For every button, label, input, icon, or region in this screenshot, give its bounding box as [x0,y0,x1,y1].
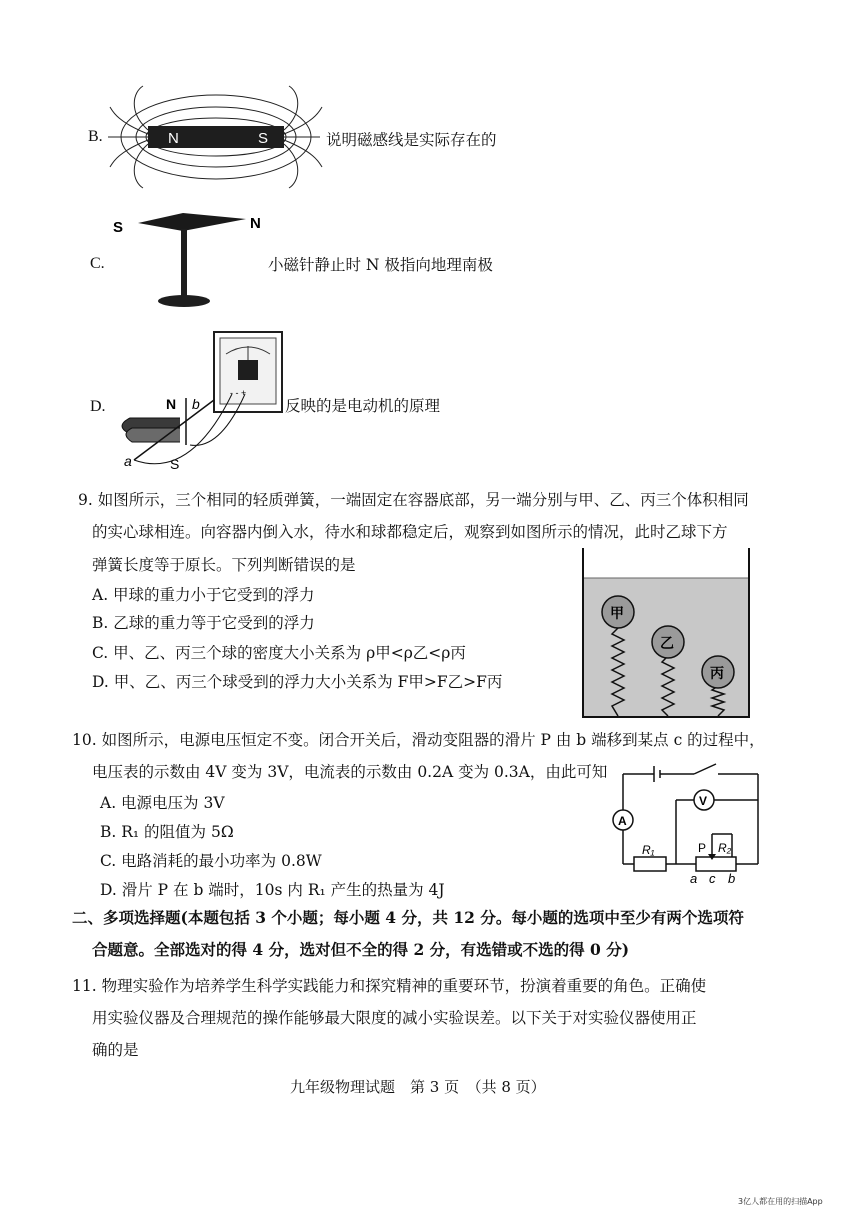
r2-label: R₂ [718,841,732,855]
q10-option-d: D. 滑片 P 在 b 端时，10s 内 R₁ 产生的热量为 4J [100,881,445,899]
option-c-letter: C. [90,255,105,272]
circuit-figure [606,760,766,886]
generator-figure [110,330,285,472]
spring-balls-figure [578,548,758,720]
option-c-text: 小磁针静止时 N 极指向地理南极 [268,256,493,274]
magnet-s-label: S [170,456,180,472]
wire-b-label: b [192,396,200,412]
q10-stem-line1: 10. 如图所示，电源电压恒定不变。闭合开关后，滑动变阻器的滑片 P 由 b 端移到某点 c 的过程中， [72,731,765,749]
galvanometer-terminals: - - + [230,388,247,398]
option-d-letter: D. [90,398,106,415]
q10-option-b: B. R₁ 的阻值为 5Ω [100,823,234,841]
point-c-label: c [709,871,716,886]
section2-heading-line1: 二、多项选择题(本题包括 3 个小题；每小题 4 分，共 12 分。每小题的选项中至少有两个选项符 [72,908,744,927]
north-pole-label: N [168,130,179,147]
point-a-label: a [690,871,698,886]
option-b-text: 说明磁感线是实际存在的 [326,131,497,149]
q9-option-b: B. 乙球的重力等于它受到的浮力 [92,614,315,632]
slider-p-label: P [698,841,707,855]
q11-stem-line1: 11. 物理实验作为培养学生科学实践能力和探究精神的重要环节，扮演着重要的角色。正确使 [72,977,707,995]
ball-bing-label: 丙 [710,665,724,681]
needle-s-label: S [113,219,124,236]
ammeter-label: A [618,814,627,828]
point-b-label: b [728,871,736,886]
needle-n-label: N [250,215,261,232]
q11-stem-line3: 确的是 [92,1041,139,1059]
q10-option-c: C. 电路消耗的最小功率为 0.8W [100,852,322,870]
page-footer: 九年级物理试题 第 3 页 （共 8 页） [290,1078,546,1096]
magnet-n-label: N [166,396,177,412]
q10-option-a: A. 电源电压为 3V [100,794,225,812]
wire-a-label: a [124,453,132,469]
voltmeter-label: V [699,794,708,808]
r1-label: R₁ [642,843,655,857]
south-pole-label: S [258,130,269,147]
q9-option-c: C. 甲、乙、丙三个球的密度大小关系为 ρ甲<ρ乙<ρ丙 [92,644,466,662]
q9-stem-line2: 的实心球相连。向容器内倒入水，待水和球都稳定后，观察到如图所示的情况，此时乙球下方 [92,523,728,541]
q9-stem-line1: 9. 如图所示，三个相同的轻质弹簧，一端固定在容器底部，另一端分别与甲、乙、丙三个体积相同 [78,491,749,509]
q10-stem-line2: 电压表的示数由 4V 变为 3V，电流表的示数由 0.2A 变为 0.3A，由此可知 [92,763,608,781]
q9-option-d: D. 甲、乙、丙三个球受到的浮力大小关系为 F甲>F乙>F丙 [92,673,503,691]
scanner-watermark: 3亿人都在用的扫描App [738,1197,823,1206]
option-b-letter: B. [88,128,103,145]
ball-yi-label: 乙 [660,635,674,651]
q9-stem-line3: 弹簧长度等于原长。下列判断错误的是 [92,556,356,574]
section2-heading-line2: 合题意。全部选对的得 4 分，选对但不全的得 2 分，有选错或不选的得 0 分) [92,940,630,959]
option-d-text: 反映的是电动机的原理 [285,397,441,415]
q9-option-a: A. 甲球的重力小于它受到的浮力 [92,586,315,604]
bar-magnet-figure [108,82,323,192]
compass-needle-figure [108,205,278,315]
ball-jia-label: 甲 [610,605,624,621]
q11-stem-line2: 用实验仪器及合理规范的操作能够最大限度的减小实验误差。以下关于对实验仪器使用正 [92,1009,697,1027]
